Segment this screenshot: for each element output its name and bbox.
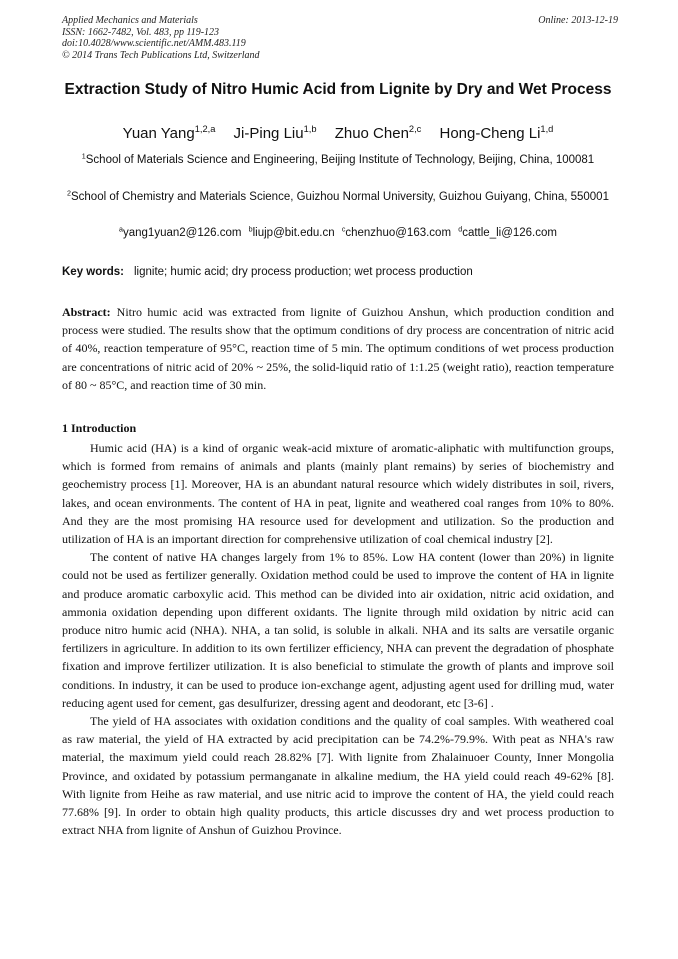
email-list (62, 225, 614, 242)
author-affiliation-marker: 2,c (408, 124, 422, 135)
section-heading-introduction: 1 Introduction (62, 421, 137, 435)
author-name: Yuan Yang (122, 125, 195, 142)
copyright-line: © 2014 Trans Tech Publications Ltd, Switzerland (62, 49, 260, 61)
author-affiliation-marker: 1,d (540, 124, 554, 135)
email-address: chenzhuo@163.com (345, 227, 452, 239)
author-list (62, 124, 614, 144)
paragraph: Humic acid (HA) is a kind of organic weak-acid mixture of aromatic-aliphatic with multifunction groups, which is formed from remains of animals and plants (mainly plant remains) by series of biochemistry and geochemistry process [1]. Moreover, HA is an abundant natural resource which widely distributes in soil, rivers, lakes, and ocean environments. The content of HA in peat, lignite and weathered coal ranges from 10% to 80%. And they are the most promising HA resource used for development and utilization. So the production and utilization of HA is an important direction for comprehensive utilization of coal chemical industry [2]. (62, 441, 614, 547)
journal-name: Applied Mechanics and Materials (62, 15, 198, 26)
email (342, 227, 451, 239)
abstract-text: Nitro humic acid was extracted from lignite of Guizhou Anshun, which production condition and process were studied. The results show that the optimum conditions of dry process are concentration of nitric acid of 40%, reaction temperature of 95°C, reaction time of 5 min. The optimum conditions of wet process production are concentrations of nitric acid of 20% ~ 25%, the solid-liquid ratio of 1:1.25 (weight ratio), reaction temperature of 80 ~ 85°C, and reaction time of 30 min. (62, 305, 614, 392)
affiliation-text: School of Materials Science and Engineering, Beijing Institute of Technology, Beijing, China, 100081 (85, 154, 595, 166)
journal-header (62, 15, 618, 61)
author-name: Ji-Ping Liu (233, 125, 304, 142)
email (458, 227, 557, 239)
abstract (62, 303, 614, 394)
paper-title: Extraction Study of Nitro Humic Acid from Lignite by Dry and Wet Process (64, 81, 612, 98)
author (335, 125, 422, 142)
email-address: liujp@bit.edu.cn (252, 227, 335, 239)
email-marker: d (458, 225, 463, 234)
paragraph: The content of native HA changes largely from 1% to 85%. Low HA content (lower than 20%) in lignite could not be used as fertilizer generally. Oxidation method could be used to improve the content of HA in lignite and produce aromatic carboxylic acid. This method can be divided into air oxidation, nitric acid oxidation, and ammonia oxidation depending upon different oxidants. The lignite through mild oxidation by nitric acid can produce nitro humic acid (NHA). NHA, a tan solid, is soluble in alkali. NHA and its salts are versatile organic fertilizers in agriculture. In addition to its own fertilizer efficiency, NHA can prevent the degradation of phosphate fixation and improve fertilizer utilization. It is also beneficial to stimulate the growth of plants and improve soil conditions. In industry, it can be used to produce ion-exchange agent, adjusting agent used for drilling mud, water reducing agent used for cement, gas desulfurizer, dressing agent and deodorant, etc [3-6] . (62, 550, 614, 710)
email-marker: c (341, 225, 346, 234)
online-date: Online: 2013-12-19 (538, 15, 618, 26)
email-marker: b (248, 225, 253, 234)
introduction-body (62, 439, 614, 839)
email-marker: a (119, 225, 123, 234)
keywords-text: lignite; humic acid; dry process production; wet process production (134, 266, 473, 278)
email (249, 227, 335, 239)
author-affiliation-marker: 1,b (303, 124, 317, 135)
author (440, 125, 554, 142)
author (234, 125, 317, 142)
author (123, 125, 216, 142)
doi-line: doi:10.4028/www.scientific.net/AMM.483.119 (62, 38, 246, 49)
keywords (62, 264, 614, 281)
author-name: Zhuo Chen (334, 125, 409, 142)
paragraph: The yield of HA associates with oxidation conditions and the quality of coal samples. With weathered coal as raw material, the yield of HA extracted by acid precipitation can be 74.2%-79.9%. With peat as NHA's raw material, the maximum yield could reach 28.82% [7]. With lignite from Zhalainuoer County, Inner Mongolia Province, and oxidated by potassium permanganate in alkaline medium, the HA yield could reach 49-62% [8]. With lignite from Heihe as raw material, and use nitric acid to improve the content of HA, the yield could reach 77.68% [9]. In order to obtain high quality products, this article discusses dry and wet process production to extract NHA from lignite of Anshun of Guizhou Province. (62, 714, 614, 838)
keywords-label: Key words: (62, 266, 124, 278)
abstract-label: Abstract: (62, 305, 111, 319)
author-name: Hong-Cheng Li (439, 125, 541, 142)
affiliation-marker: 2 (67, 189, 71, 198)
affiliation (62, 152, 614, 169)
affiliation-marker: 1 (81, 152, 86, 161)
email-address: yang1yuan2@126.com (122, 227, 242, 239)
issn-line: ISSN: 1662-7482, Vol. 483, pp 119-123 (62, 26, 220, 38)
author-affiliation-marker: 1,2,a (194, 124, 216, 135)
email (119, 227, 241, 239)
affiliation-text: School of Chemistry and Materials Science, Guizhou Normal University, Guizhou Guiyang, China, 550001 (70, 191, 609, 203)
email-address: cattle_li@126.com (462, 227, 557, 239)
affiliation (62, 189, 614, 206)
